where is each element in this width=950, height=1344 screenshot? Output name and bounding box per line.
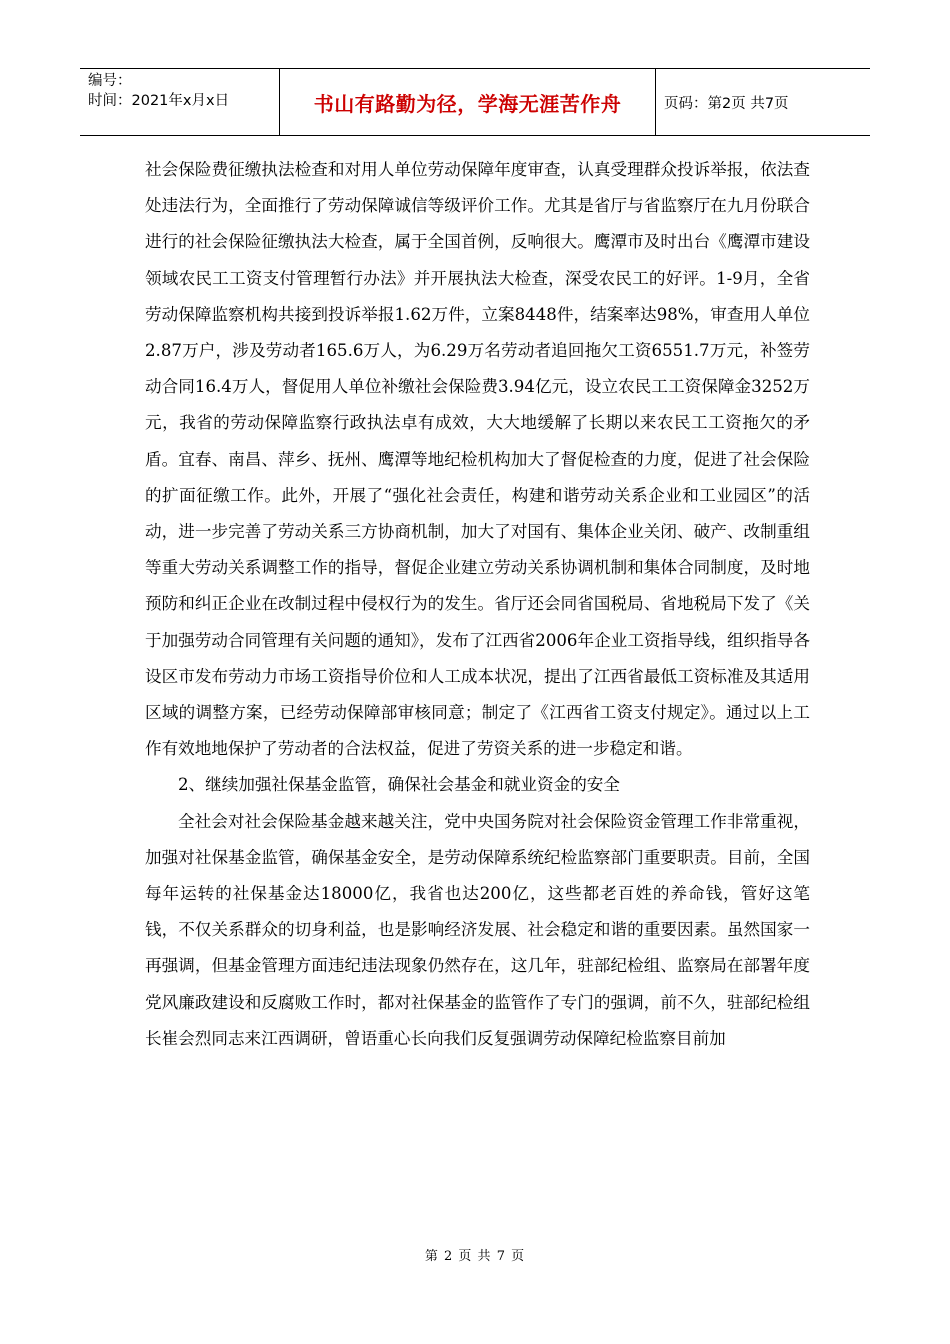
body-paragraph: 全社会对社会保险基金越来越关注，党中央国务院对社会保险资金管理工作非常重视，加强对社保基金监管，确保基金安全，是劳动保障系统纪检监察部门重要职责。目前，全国每年运转的社保基金达18000亿，我省也达200亿，这些都老百姓的养命钱，管好这笔钱，不仅关系群众的切身利益，也是影响经济发展、社会稳定和谐的重要因素。虽然国家一再强调，但基金管理方面违纪违法现象仍然存在，这几年，驻部纪检组、监察局在部署年度党风廉政建设和反腐败工作时，都对社保基金的监管作了专门的强调，前不久，驻部纪检组长崔会烈同志来江西调研，曾语重心长向我们反复强调劳动保障纪检监察目前加	[145, 811, 810, 1048]
section-heading: 2、继续加强社保基金监管，确保社会基金和就业资金的安全	[178, 775, 620, 795]
header-motto: 书山有路勤为径，学海无涯苦作舟	[280, 69, 656, 135]
body-paragraph: 社会保险费征缴执法检查和对用人单位劳动保障年度审查，认真受理群众投诉举报，依法查处违法行为，全面推行了劳动保障诚信等级评价工作。尤其是省厅与省监察厅在九月份联合进行的社会保险征缴执法大检查，属于全国首例，反响很大。鹰潭市及时出台《鹰潭市建设领域农民工工资支付管理暂行办法》并开展执法大检查，深受农民工的好评。1-9月，全省劳动保障监察机构共接到投诉举报1.62万件，立案8448件，结案率达98%，审查用人单位2.87万户，涉及劳动者165.6万人，为6.29万名劳动者追回拖欠工资6551.7万元，补签劳动合同16.4万人，督促用人单位补缴社会保险费3.94亿元，设立农民工工资保障金3252万元，我省的劳动保障监察行政执法卓有成效，大大地缓解了长期以来农民工工资拖欠的矛盾。宜春、南昌、萍乡、抚州、鹰潭等地纪检机构加大了督促检查的力度，促进了社会保险的扩面征缴工作。此外，开展了“强化社会责任，构建和谐劳动关系企业和工业园区”的活动，进一步完善了劳动关系三方协商机制，加大了对国有、集体企业关闭、破产、改制重组等重大劳动关系调整工作的指导，督促企业建立劳动关系协调机制和集体合同制度，及时地预防和纠正企业在改制过程中侵权行为的发生。省厅还会同省国税局、省地税局下发了《关于加强劳动合同管理有关问题的通知》，发布了江西省2006年企业工资指导线，组织指导各设区市发布劳动力市场工资指导价位和人工成本状况，提出了江西省最低工资标准及其适用区域的调整方案，已经劳动保障部审核同意；制定了《江西省工资支付规定》。通过以上工作有效地地保护了劳动者的合法权益，促进了劳资关系的进一步稳定和谐。	[145, 160, 810, 759]
page-footer: 第 2 页 共 7 页	[424, 1249, 526, 1264]
document-time-label: 时间：2021年x月x日	[88, 93, 230, 109]
document-body	[145, 152, 810, 1057]
document-number-label: 编号：	[88, 73, 132, 89]
header-meta	[80, 69, 280, 135]
header-page-info: 页码：第2页 共7页	[664, 95, 789, 112]
document-header	[80, 68, 870, 136]
